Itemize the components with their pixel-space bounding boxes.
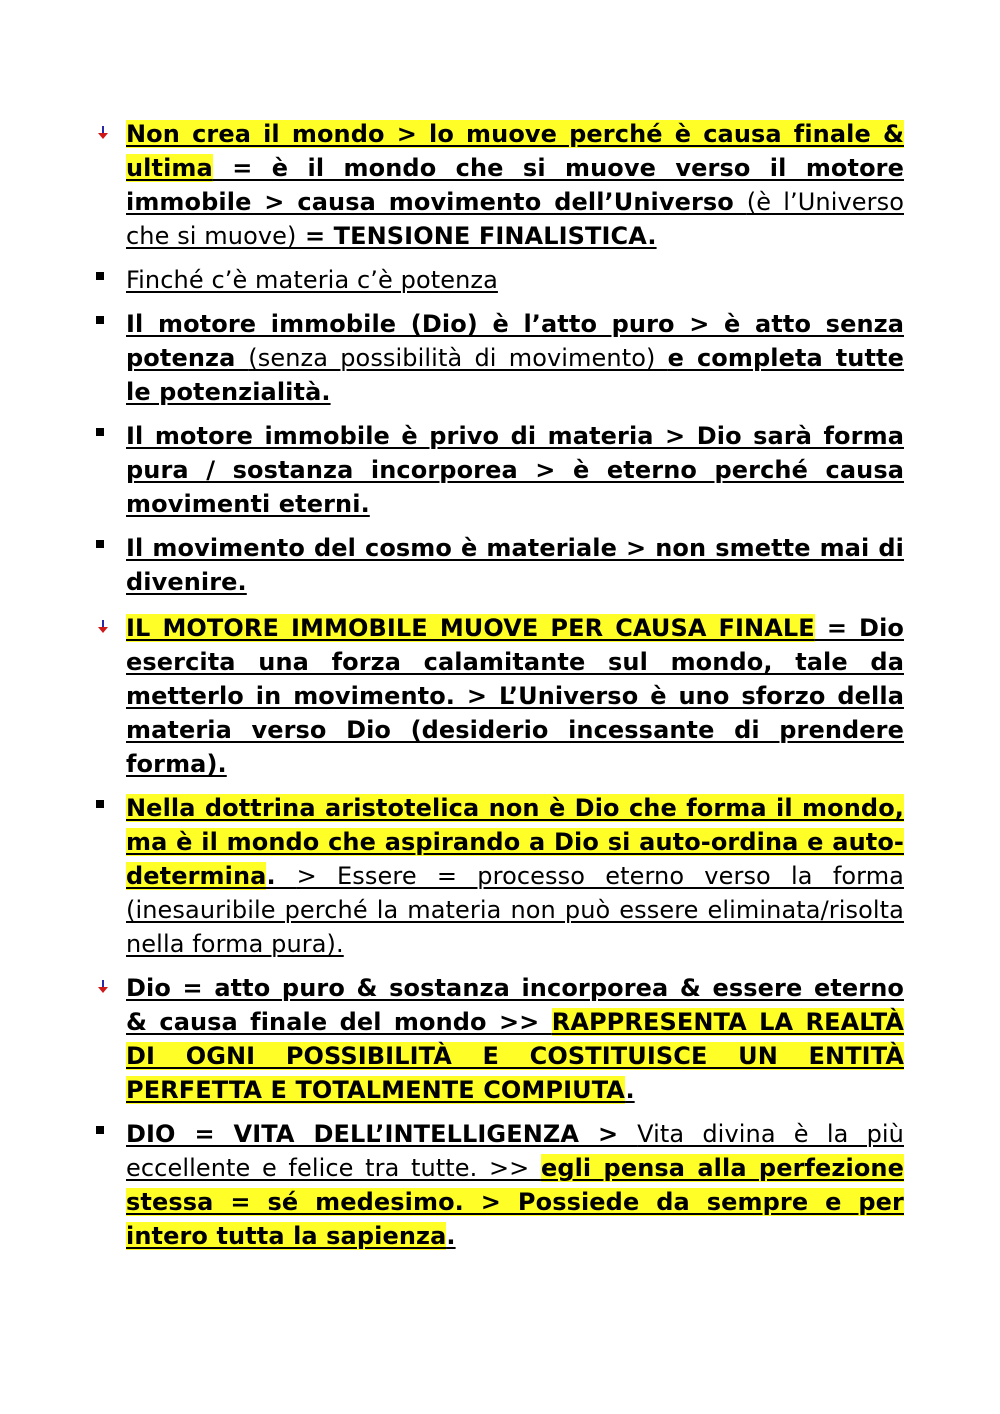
arrow-down-icon — [96, 976, 110, 998]
text-segment: Nella dottrina aristotelica non è Dio che forma il mondo, ma è il mondo che aspirando a Dio si auto-ordina e auto-determina — [126, 794, 904, 890]
text-segment: IL MOTORE IMMOBILE MUOVE PER CAUSA FINALE — [126, 614, 815, 642]
text-segment: . — [625, 1076, 635, 1104]
bullet-list — [126, 117, 904, 1263]
text-segment: = TENSIONE FINALISTICA. — [296, 222, 657, 250]
text-segment: (è l’Universo che si muove) — [126, 188, 904, 250]
list-item — [126, 791, 904, 961]
square-bullet-icon — [96, 540, 104, 548]
text-segment: DIO = VITA DELL’INTELLIGENZA > — [126, 1120, 638, 1148]
text-segment: e completa tutte le potenzialità. — [126, 344, 905, 406]
text-segment: egli pensa alla perfezione stessa = sé medesimo. > Possiede da sempre e per intero tutta la sapienza — [126, 1154, 904, 1250]
text-segment: = Dio esercita una forza calamitante sul mondo, tale da metterlo in movimento. > L’Universo è uno sforzo della materia verso Dio (desiderio incessante di prendere forma). — [126, 614, 904, 778]
text-segment: . — [446, 1222, 456, 1250]
arrow-down-icon — [96, 122, 110, 144]
square-bullet-icon — [96, 272, 104, 280]
list-item — [126, 1117, 904, 1253]
text-segment: = è il mondo che si muove verso il motore immobile > causa movimento dell’Universo — [126, 154, 904, 216]
text-segment: Dio = atto puro & sostanza incorporea & essere eterno & causa finale del mondo >> — [126, 974, 904, 1036]
text-segment: Finché c’è materia c’è potenza — [126, 266, 498, 294]
text-segment: . — [266, 862, 297, 890]
list-item — [126, 117, 904, 253]
text-segment: Il movimento del cosmo è materiale > non smette mai di divenire. — [126, 534, 904, 596]
text-segment: (senza possibilità di movimento) — [248, 344, 668, 372]
text-segment: Vita divina è la più eccellente e felice tra tutte. >> — [126, 1120, 904, 1182]
text-segment: Il motore immobile (Dio) è l’atto puro > è atto senza potenza — [126, 310, 904, 372]
square-bullet-icon — [96, 428, 104, 436]
list-item — [126, 611, 904, 781]
square-bullet-icon — [96, 316, 104, 324]
square-bullet-icon — [96, 1126, 104, 1134]
list-item — [126, 971, 904, 1107]
text-segment: RAPPRESENTA LA REALTÀ DI OGNI POSSIBILITÀ E COSTITUISCE UN ENTITÀ PERFETTA E TOTALMENTE COMPIUTA — [126, 1008, 904, 1104]
square-bullet-icon — [96, 800, 104, 808]
list-item — [126, 531, 904, 599]
list-item — [126, 263, 904, 297]
text-segment: Il motore immobile è privo di materia > Dio sarà forma pura / sostanza incorporea > è eterno perché causa movimenti eterni. — [126, 422, 904, 518]
arrow-down-icon — [96, 616, 110, 638]
text-segment: Non crea il mondo > lo muove perché è causa finale & ultima — [126, 120, 904, 182]
text-segment: > Essere = processo eterno verso la forma (inesauribile perché la materia non può essere eliminata/risolta nella forma pura). — [126, 862, 904, 958]
list-item — [126, 419, 904, 521]
list-item — [126, 307, 904, 409]
